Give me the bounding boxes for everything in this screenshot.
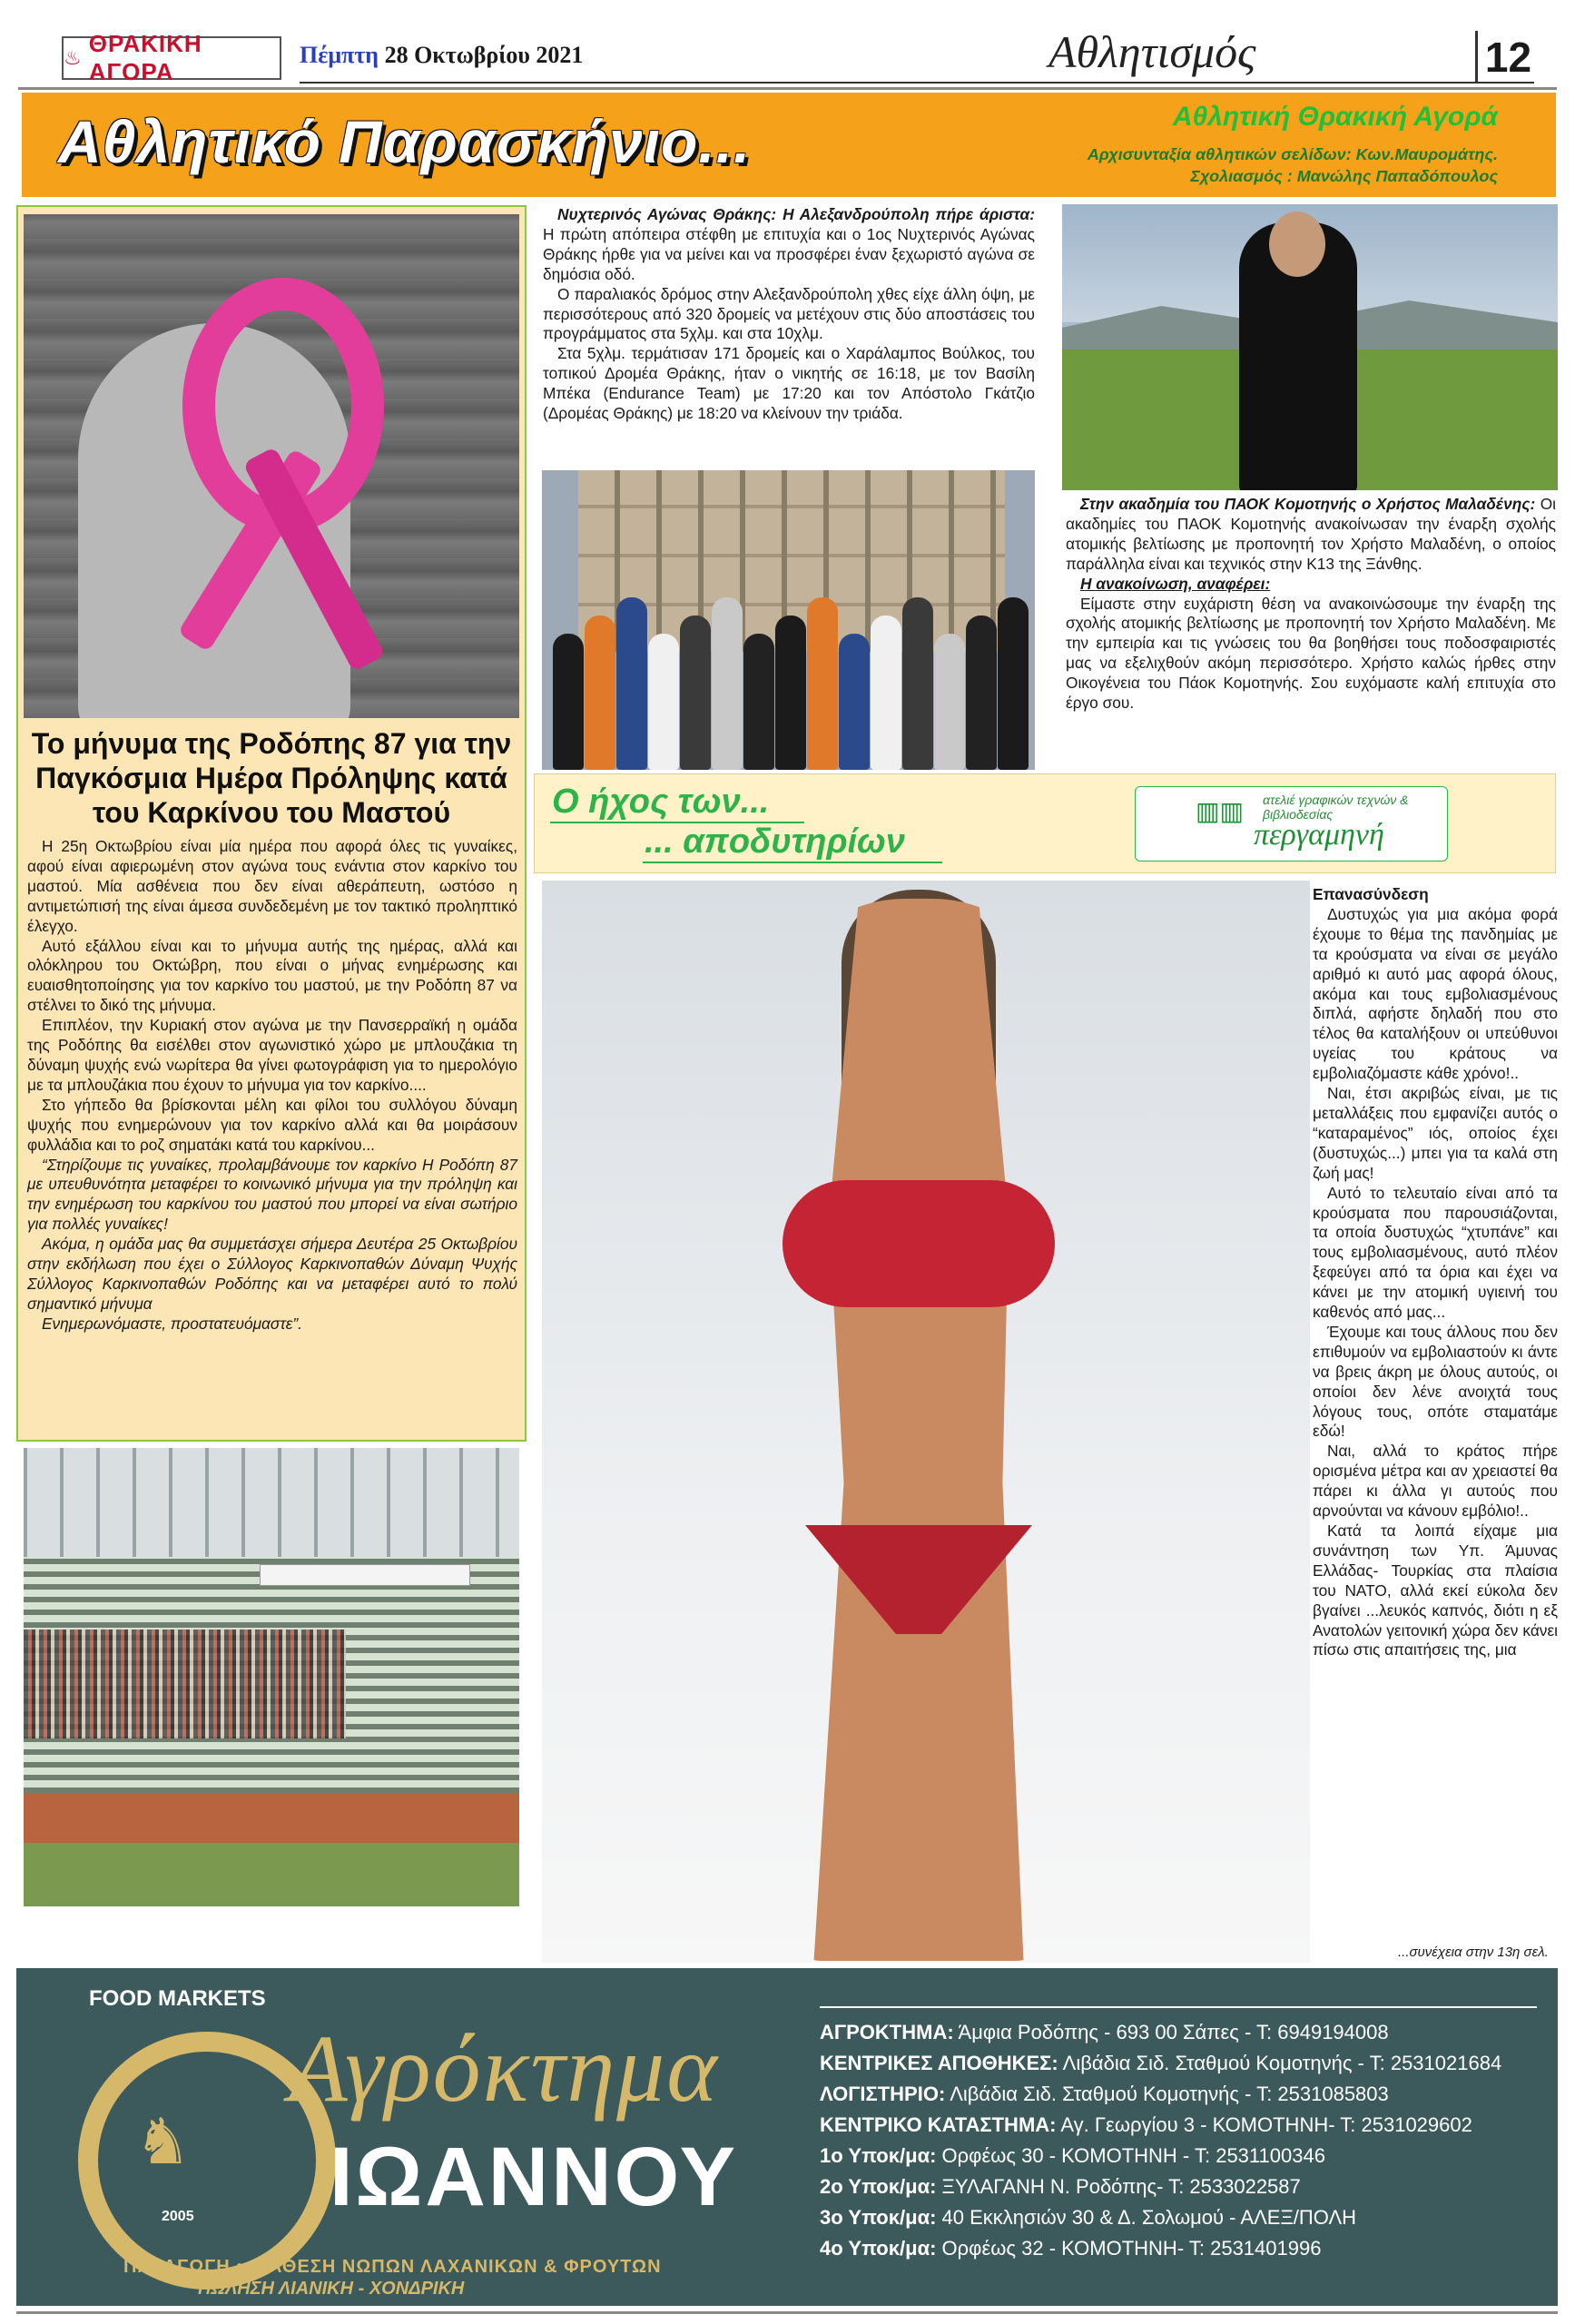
contact-value: 40 Εκκλησιών 30 & Δ. Σολωμού - ΑΛΕΞ/ΠΟΛΗ [936,2206,1357,2229]
ad-tagline-2: ΠΩΛΗΣΗ ΛΙΑΝΙΚΗ - ΧΟΝΔΡΙΚΗ [198,2279,465,2299]
contact-label: 3ο Υποκ/μα: [820,2206,937,2229]
sponsor-name: περγαμηνή [1254,818,1384,852]
runners-group-photo [542,470,1035,770]
footer-rule [16,2311,1558,2314]
paragraph: Στα 5χλμ. τερμάτισαν 171 δρομείς και ο Χαράλαμπος Βούλκος, του τοπικού Δρομέα Θράκης, ήταν ο νικητής σε 16:18, με τον Βασίλη Μπέκα (Endurance Team) με 17:20 και τον Απόστολο Γκάτζιο (Δρομέας Θράκης) με 18:20 να κλείνουν την τριάδα. [543,344,1035,423]
credit-editor: Αρχισυνταξία αθλητικών σελίδων: Κων.Μαυρομάτης. [1087,145,1498,163]
contact-value: Αγ. Γεωργίου 3 - ΚΟΜΟΤΗΝΗ- Τ: 2531029602 [1056,2113,1472,2136]
paok-lead: Στην ακαδημία του ΠΑΟΚ Κομοτηνής ο Χρήστος Μαλαδένης: [1080,495,1536,513]
contact-label: ΚΕΝΤΡΙΚΟ ΚΑΤΑΣΤΗΜΑ: [820,2113,1057,2136]
person-silhouette [585,615,615,770]
person-silhouette [648,634,679,770]
contact-label: 1ο Υποκ/μα: [820,2144,937,2167]
contact-row [820,2202,1537,2233]
person-silhouette [553,634,584,770]
left-article-headline: Το μήνυμα της Ροδόπης 87 για την Παγκόσμια Ημέρα Πρόληψης κατά του Καρκίνου του Μαστού [31,727,512,829]
paragraph: Στο γήπεδο θα βρίσκονται μέλη και φίλοι του συλλόγου δύναμη ψυχής που ενημερώνουν για τον καρκίνο αλλά και θα μοιράσουν φυλλάδια και το ροζ σηματάκι κατά του καρκίνου... [27,1095,517,1154]
person-silhouette [998,597,1029,770]
coach-photo [1062,204,1558,490]
contact-value: Ορφέως 30 - ΚΟΜΟΤΗΝΗ - Τ: 2531100346 [936,2144,1325,2167]
person-silhouette [712,597,743,770]
paragraph: Ενημερωνόμαστε, προστατευόμαστε”. [42,1314,302,1333]
person-silhouette [934,634,965,770]
paragraph: Η πρώτη απόπειρα στέφθη με επιτυχία και ο 1ος Νυχτερινός Αγώνας Θράκης ήρθε για να μείνει και να προσφέρει έναν ξεχωριστό αγώνα σε δημόσια οδό. [543,224,1035,283]
beach-model-photo [542,881,1310,1963]
ad-food-markets: FOOD MARKETS [89,1986,266,2011]
contact-row [820,2171,1537,2202]
contact-label: ΑΓΡΟΚΤΗΜΑ: [820,2021,954,2043]
banner-credits [1088,143,1498,187]
paragraph: Δυστυχώς για μια ακόμα φορά έχουμε το θέμα της πανδημίας με τα κρούσματα να είναι σε μεγάλο αριθμό κι αυτό μας αφορά όλους, ακόμα και τους εμβολιασμένους διπλά, αφήστε δηλαδή που στο τέλος θα καταλήξουν οι υπεύθυνοι υγείας του κράτους να εμβολιαζόμαστε κάθε χρόνο!.. [1313,904,1558,1083]
night-race-article [543,205,1035,424]
title-underline [643,862,942,863]
horse-icon: ♞ [134,2106,192,2177]
ad-tagline: ΠΑΡΑΓΩΓΗ • ΔΙΑΘΕΣΗ ΝΩΠΩΝ ΛΑΧΑΝΙΚΩΝ & ΦΡΟΥΤΩΝ [123,2257,662,2277]
credit-commentary: Σχολιασμός : Μανώλης Παπαδόπουλος [1190,167,1498,185]
section-title: Αθλητισμός [1048,26,1256,77]
sponsor-logo [1135,786,1448,862]
contact-row [820,2110,1537,2141]
person-silhouette [807,597,838,770]
person-silhouette [839,634,870,770]
contact-value: ΞΥΛΑΓΑΝΗ Ν. Ροδόπης- Τ: 2533022587 [936,2175,1301,2198]
person-silhouette [871,615,901,770]
banner-brand: Αθλητική Θρακική Αγορά [1172,102,1498,132]
locker-room-title-line1: Ο ήχος των... [552,783,770,821]
page-number: 12 [1475,31,1539,84]
sponsor-tagline: ατελιέ γραφικών τεχνών & βιβλιοδεσίας [1263,793,1409,822]
paok-academy-article [1066,495,1556,714]
paragraph: Ακόμα, η ομάδα μας θα συμμετάσχει σήμερα Δευτέρα 25 Οκτωβρίου στην εκδήλωση που έχει ο Σύλλογος Καρκινοπαθών Δύναμη Ψυχής Σύλλογος Καρκινοπαθών Ροδόπης και να μεταφέρει αυτό το πολύ σημαντικό μήνυμα [27,1235,517,1313]
issue-day: Πέμπτη [300,42,379,68]
paragraph: Αυτό το τελευταίο είναι από τα κρούσματα που παρουσιάζονται, τα οποία δυστυχώς “χτυπάνε” και τους εμβολιασμένους, αυτό πλέον ξεφεύγει από τα όρια και έχει να κάνει με την ατομική υγιεινή του καθενός από μας... [1313,1183,1558,1322]
column-heading: Επανασύνδεση [1313,885,1429,903]
paragraph: Ο παραλιακός δρόμος στην Αλεξανδρούπολη χθες είχε άλλη όψη, με περισσότερους από 320 δρομείς να μετέχουν στις δύο αποστάσεις του προγράμματος στα 5χλμ. και στα 10χλμ. [543,284,1035,343]
contact-label: 2ο Υποκ/μα: [820,2175,937,2198]
paragraph: “Στηρίζουμε τις γυναίκες, προλαμβάνουμε τον καρκίνο Η Ροδόπη 87 με υπευθυνότητα μεταφέρει το κοινωνικό μήνυμα για την πρόληψη και την ενημέρωση του καρκίνου του μαστού που μπορεί να είναι σωτήριο για πολλές γυναίκες! [27,1155,517,1234]
contact-row [820,2079,1537,2110]
contact-value: Άμφια Ροδόπης - 693 00 Σάπες - Τ: 6949194008 [953,2021,1389,2043]
ad-contacts [820,2006,1537,2264]
contact-label: 4ο Υποκ/μα: [820,2237,937,2260]
contact-label: ΚΕΝΤΡΙΚΕΣ ΑΠΟΘΗΚΕΣ: [820,2052,1058,2074]
issue-date-text: 28 Οκτωβρίου 2021 [384,42,584,68]
contact-row [820,2141,1537,2171]
locker-room-title-line2: ... αποδυτηρίων [645,822,905,861]
announcement-subheading: Η ανακοίνωση, αναφέρει: [1080,574,1271,593]
books-icon: ▥▥ [1196,797,1244,825]
ad-company-name: ΙΩΑΝΝΟΥ [330,2131,739,2223]
ad-script-name: Αγρόκτημα [289,2015,719,2122]
paragraph: Είμαστε στην ευχάριστη θέση να ανακοινώσουμε την έναρξη της σχολής ατομικής βελτίωσης με προπονητή τον Χρήστο Μαλαδένη. Με την εμπειρία και τις γνώσεις του θα βοηθήσει τους ποδοσφαιριστές μας να εξελιχθούν ακόμη περισσότερο. Χρήστο καλώς ήρθες στην Οικογένεια του Πάοκ Κομοτηνής. Σου ευχόμαστε καλή επιτυχία στο έργο σου. [1066,594,1556,713]
continued-note: ...συνέχεια στην 13η σελ. [1398,1945,1549,1960]
paragraph: Αυτό εξάλλου είναι και το μήνυμα αυτής της ημέρας, αλλά και ολόκληρου του Οκτώβρη, που είναι ο μήνας ενημέρωσης και ευαισθητοποίησης για τον καρκίνο του μαστού, με την Ροδόπη 87 να στέλνει το δικό της μήνυμα. [27,936,517,1015]
reconnection-column [1313,885,1558,1660]
ad-year: 2005 [162,2209,194,2224]
left-article-body [27,837,517,1334]
flame-icon: ♨ [64,46,82,69]
contact-label: ΛΟΓΙΣΤΗΡΙΟ: [820,2083,946,2105]
person-silhouette [616,597,647,770]
paragraph: Ναι, αλλά το κράτος πήρε ορισμένα μέτρα και αν χρειαστεί θα πάρει κι άλλα γι αυτούς που αρνούνται να κάνουν εμβόλιο!.. [1313,1442,1558,1521]
contact-row [820,2048,1537,2079]
paragraph: Ναι, έτσι ακριβώς είναι, με τις μεταλλάξεις που εμφανίζει αυτός ο “καταραμένος” ιός, οποίος έχει (δυστυχώς...) μπει για τα καλά στη ζωή μας! [1313,1084,1558,1182]
person-silhouette [902,597,933,770]
contact-row [820,2017,1537,2048]
contact-value: Λιβάδια Σιδ. Σταθμού Κομοτηνής - Τ: 2531021684 [1058,2052,1502,2074]
stadium-photo [24,1448,519,1906]
header-rule-lower [18,87,1557,90]
person-silhouette [743,634,774,770]
contact-value: Ορφέως 32 - ΚΟΜΟΤΗΝΗ- Τ: 2531401996 [936,2237,1322,2260]
person-silhouette [775,615,806,770]
person-silhouette [966,615,997,770]
paragraph: Η 25η Οκτωβρίου είναι μία ημέρα που αφορά όλες τις γυναίκες, αφού είναι αφιερωμένη στον αγώνα τους ενάντια στον καρκίνο του μαστού. Μία ασθένεια που δεν είναι αθεράπευτη, ωστόσο η αντιμετώπισή της είναι άμεσα συνδεδεμένη με τον τακτικό προληπτικό έλεγχο. [27,837,517,935]
person-silhouette [680,615,711,770]
header-rule [300,82,1534,84]
paragraph: Οι ακαδημίες του ΠΑΟΚ Κομοτηνής ανακοίνωσαν την έναρξη σχολής ατομικής βελτίωσης με προπονητή τον Χρήστο Μαλαδένη, ο οποίος παράλληλα είναι και τεχνικός στην Κ13 της Ξάνθης. [1066,495,1556,573]
newspaper-logo [62,30,281,85]
paragraph: Έχουμε και τους άλλους που δεν επιθυμούν να εμβολιαστούν κι άντε να βρεις άκρη με όλους αυτούς, οι οποίοι δεν λένε ανοιχτά τους λόγους τους, οπότε σταματάμε εδώ! [1313,1322,1558,1441]
issue-date [300,42,583,69]
pink-ribbon-photo [24,214,519,718]
paragraph: Κατά τα λοιπά είχαμε μια συνάντηση των Υπ. Άμυνας Ελλάδας- Τουρκίας στα πλαίσια του ΝΑΤΟ, αλλά εκεί εύκολα δεν βγαίνει ...λευκός καπνός, διότι η εξ Ανατολών γειτονική χώρα δεν κάνει πίσω στις απαιτήσεις της, μια [1313,1521,1558,1659]
night-race-lead: Νυχτερινός Αγώνας Θράκης: Η Αλεξανδρούπολη πήρε άριστα: [557,205,1035,223]
logo-text: ΘΡΑΚΙΚΗ ΑΓΟΡΑ [88,30,202,85]
contact-value: Λιβάδια Σιδ. Σταθμού Κομοτηνής - Τ: 2531085803 [945,2083,1389,2105]
contact-row [820,2233,1537,2264]
banner-title: Αθλητικό Παρασκήνιο... [58,108,752,175]
advertisement [16,1968,1558,2306]
paragraph: Επιπλέον, την Κυριακή στον αγώνα με την Πανσερραϊκή η ομάδα της Ροδόπης θα εισέλθει στον αγωνιστικό χώρο με μπλουζάκια τη δύναμη ψυχής ενώ νωρίτερα θα γίνει φωτογράφιση για το ημερολόγιο με τα μπλουζάκια που έχουν το μήνυμα για τον καρκίνο.... [27,1016,517,1094]
